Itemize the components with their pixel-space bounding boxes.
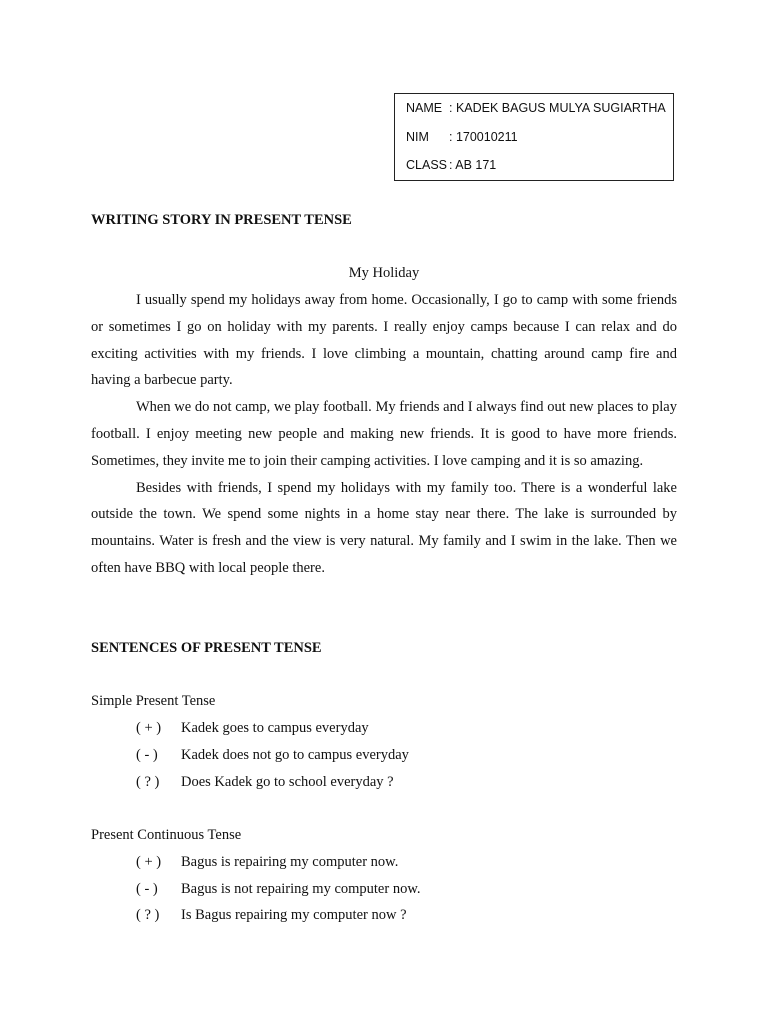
negative-symbol: ( - ) bbox=[136, 747, 158, 763]
question-symbol: ( ? ) bbox=[136, 907, 160, 923]
info-class-label: CLASS bbox=[406, 158, 447, 172]
info-name-value: : KADEK BAGUS MULYA SUGIARTHA bbox=[449, 101, 666, 115]
positive-symbol: ( + ) bbox=[136, 854, 162, 870]
present-continuous-title: Present Continuous Tense bbox=[91, 827, 242, 843]
story-body bbox=[91, 287, 677, 582]
negative-symbol: ( - ) bbox=[136, 881, 158, 897]
info-class-value: : AB 171 bbox=[449, 158, 497, 172]
example-row bbox=[136, 854, 398, 871]
info-name-row bbox=[406, 101, 666, 115]
example-sentence: Bagus is not repairing my computer now. bbox=[181, 881, 421, 897]
example-sentence: Does Kadek go to school everyday ? bbox=[181, 774, 394, 790]
section-heading-story: WRITING STORY IN PRESENT TENSE bbox=[91, 212, 352, 228]
example-row bbox=[136, 747, 409, 764]
info-nim-label: NIM bbox=[406, 130, 429, 144]
example-row bbox=[136, 881, 420, 898]
info-name-label: NAME bbox=[406, 101, 443, 115]
example-sentence: Kadek does not go to campus everyday bbox=[181, 747, 409, 763]
example-sentence: Kadek goes to campus everyday bbox=[181, 720, 369, 736]
story-paragraph: I usually spend my holidays away from home. Occasionally, I go to camp with some friends or sometimes I go on holiday with my parents. I really enjoy camps because I can relax and do exciting activities with my friends. I love climbing a mountain, chatting around camp fire and having a barbecue party. bbox=[91, 292, 677, 389]
example-row bbox=[136, 907, 407, 924]
simple-present-title: Simple Present Tense bbox=[91, 693, 216, 709]
question-symbol: ( ? ) bbox=[136, 774, 160, 790]
example-sentence: Bagus is repairing my computer now. bbox=[181, 854, 399, 870]
example-row bbox=[136, 720, 369, 737]
example-row bbox=[136, 774, 394, 791]
info-nim-row bbox=[406, 130, 518, 144]
student-info-box bbox=[394, 93, 674, 181]
positive-symbol: ( + ) bbox=[136, 720, 162, 736]
info-nim-value: : 170010211 bbox=[449, 130, 518, 144]
example-sentence: Is Bagus repairing my computer now ? bbox=[181, 907, 407, 923]
info-class-row bbox=[406, 158, 496, 172]
story-title: My Holiday bbox=[348, 265, 420, 281]
story-paragraph: When we do not camp, we play football. My friends and I always find out new places to play football. I enjoy meeting new people and making new friends. It is good to have more friends. Sometimes, they invite me to join their camping activities. I love camping and it is so amazing. bbox=[91, 399, 677, 469]
story-paragraph: Besides with friends, I spend my holidays with my family too. There is a wonderful lake outside the town. We spend some nights in a home stay near there. The lake is surrounded by mountains. Water is fresh and the view is very natural. My family and I swim in the lake. Then we often have BBQ with local people there. bbox=[91, 479, 677, 576]
section-heading-sentences: SENTENCES OF PRESENT TENSE bbox=[91, 640, 322, 656]
